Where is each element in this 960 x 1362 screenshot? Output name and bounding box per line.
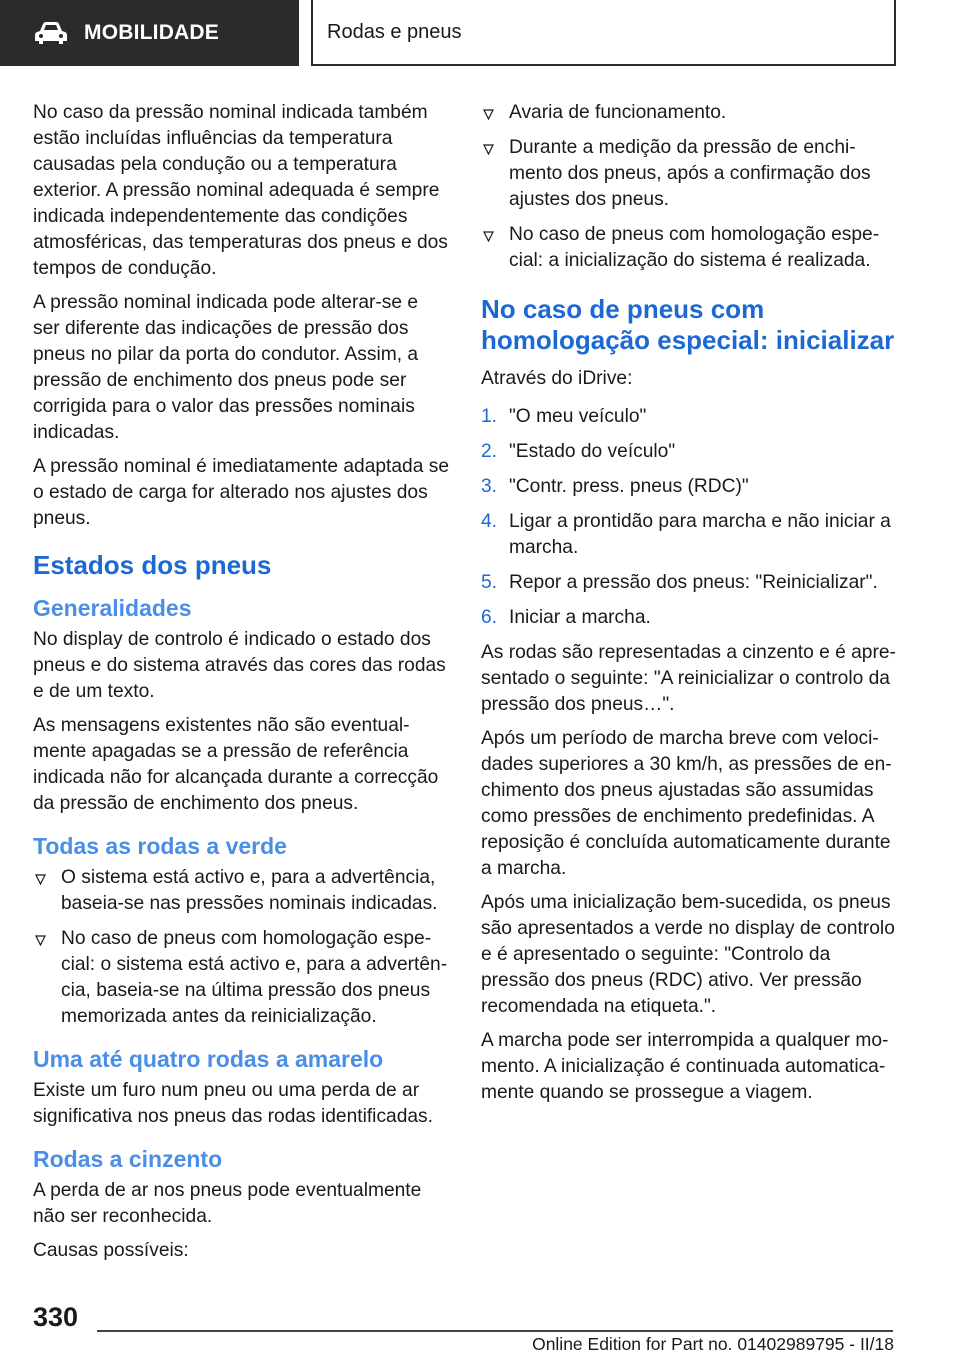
page-header <box>0 0 960 66</box>
paragraph: As mensagens existentes não são eventualmente apagadas se a pressão de referência indicada não for alcançada durante a correcção da pressão de enchimento dos pneus. <box>33 715 439 814</box>
heading-estados-dos-pneus: Estados dos pneus <box>33 550 272 580</box>
list-item: 6. Iniciar a marcha. <box>481 607 651 628</box>
section-title: MOBILIDADE <box>84 21 219 44</box>
heading-rodas-a-cinzento: Rodas a cinzento <box>33 1146 223 1172</box>
paragraph: A pressão nominal é imediatamente adaptada se o estado de carga for alterado nos ajustes dos pneus. <box>33 456 449 529</box>
edition-note: Online Edition for Part no. 01402989795 - II/18 <box>532 1334 894 1354</box>
chapter-title: Rodas e pneus <box>327 20 462 43</box>
causas-list <box>481 100 897 274</box>
paragraph: Após um período de marcha breve com velocidades superiores a 30 km/h, as pressões de enchimento dos pneus ajustadas são assumidas como pressões de enchimento predefinidas. A reposição é concluída automaticamente durante a marcha. <box>481 728 892 879</box>
right-column <box>481 100 897 1114</box>
section-tab <box>0 0 299 66</box>
triangle-bullet-icon <box>483 231 494 242</box>
chapter-title-box <box>311 0 896 66</box>
footer-divider <box>97 1330 893 1332</box>
list-item: Durante a medição da pressão de enchimento dos pneus, após a confirmação dos ajustes dos pneus. <box>481 135 897 213</box>
list-item: 5. Repor a pressão dos pneus: "Reinicializar". <box>481 572 878 593</box>
steps-list <box>481 404 897 631</box>
paragraph: Após uma inicialização bem-sucedida, os pneus são apresentados a verde no display de controlo e é apresentado o seguinte: "Controlo da pressão dos pneus (RDC) ativo. Ver pressão recomendada na etiqueta.". <box>481 892 895 1017</box>
car-icon <box>34 21 68 45</box>
list-item: 3. "Contr. press. pneus (RDC)" <box>481 476 749 497</box>
list-item: 2. "Estado do veículo" <box>481 441 676 462</box>
triangle-bullet-icon <box>35 935 46 946</box>
left-column <box>33 100 449 1272</box>
list-item: No caso de pneus com homologação especial: o sistema está activo e, para a advertência, baseia-se na última pressão dos pneus memorizada antes da reinicialização. <box>33 926 449 1030</box>
heading-uma-ate-quatro-rodas-a-amarelo: Uma até quatro rodas a amarelo <box>33 1046 384 1072</box>
paragraph: A marcha pode ser interrompida a qualquer momento. A inicialização é continuada automaticamente quando se prossegue a viagem. <box>481 1030 889 1103</box>
triangle-bullet-icon <box>35 874 46 885</box>
paragraph: Causas possíveis: <box>33 1240 189 1261</box>
paragraph: As rodas são representadas a cinzento e é apresentado o seguinte: "A reinicializar o controlo da pressão dos pneus…". <box>481 642 896 715</box>
list-item: 1. "O meu veículo" <box>481 406 647 427</box>
heading-inicializar: No caso de pneus com homologação especial: inicializar <box>481 294 895 355</box>
paragraph: A pressão nominal indicada pode alterar-se e ser diferente das indicações de pressão dos pneus no pilar da porta do condutor. Assim, a pressão de enchimento dos pneus pode ser corrigida para o valor das pressões nominais indicadas. <box>33 292 419 443</box>
paragraph: Existe um furo num pneu ou uma perda de ar significativa nos pneus das rodas identificadas. <box>33 1080 433 1127</box>
list-item: No caso de pneus com homologação especial: a inicialização do sistema é realizada. <box>481 222 897 274</box>
paragraph: A perda de ar nos pneus pode eventualmente não ser reconhecida. <box>33 1180 422 1227</box>
list-item: O sistema está activo e, para a advertência, baseia-se nas pressões nominais indicadas. <box>33 865 449 917</box>
paragraph: No caso da pressão nominal indicada também estão incluídas influências da temperatura causadas pela condução ou a temperatura exterior. A pressão nominal adequada é sempre indicada independentemente das condições atmosféricas, das temperaturas dos pneus e dos tempos de condução. <box>33 102 448 279</box>
list-item: Avaria de funcionamento. <box>481 100 897 126</box>
triangle-bullet-icon <box>483 144 494 155</box>
list-item: 4. Ligar a prontidão para marcha e não iniciar a marcha. <box>481 511 891 558</box>
verde-list <box>33 865 449 1030</box>
triangle-bullet-icon <box>483 109 494 120</box>
paragraph: No display de controlo é indicado o estado dos pneus e do sistema através das cores das rodas e de um texto. <box>33 629 446 702</box>
paragraph: Através do iDrive: <box>481 368 633 389</box>
heading-todas-as-rodas-a-verde: Todas as rodas a verde <box>33 833 287 859</box>
page-number: 330 <box>33 1302 79 1332</box>
heading-generalidades: Generalidades <box>33 595 192 621</box>
